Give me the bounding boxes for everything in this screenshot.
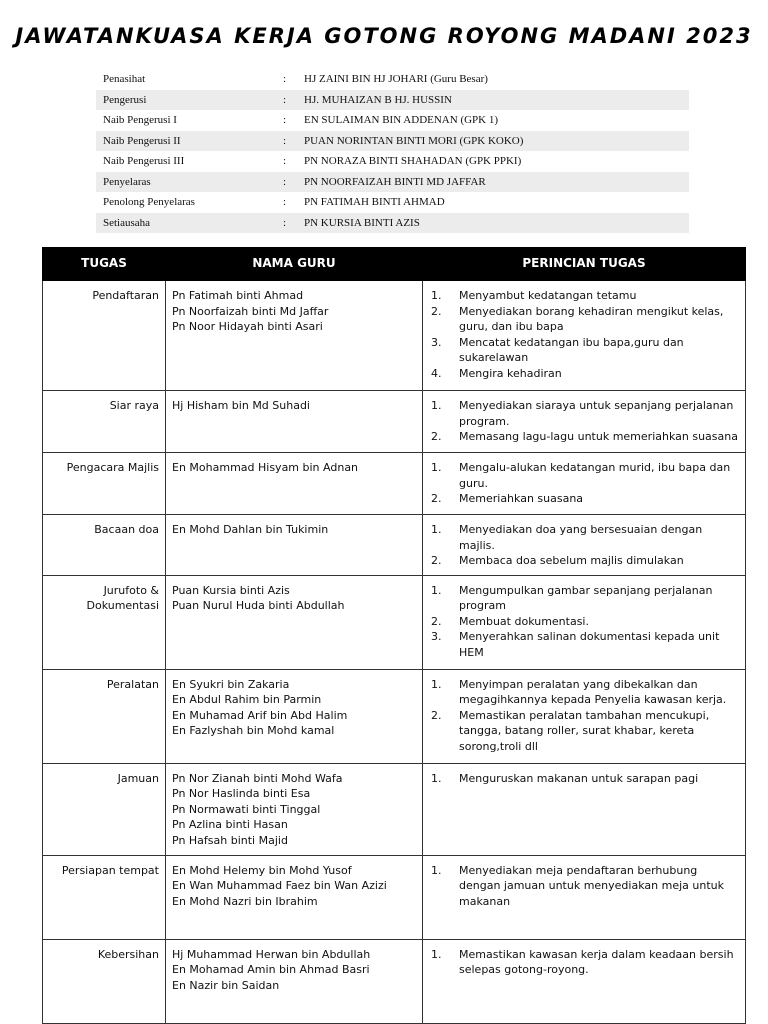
task-number: 1.: [431, 461, 442, 474]
task-text: Membaca doa sebelum majlis dimulakan: [459, 554, 684, 567]
teacher-name: Puan Nurul Huda binti Abdullah: [172, 599, 345, 612]
task-item: [429, 863, 739, 910]
teacher-name: Pn Azlina binti Hasan: [172, 818, 288, 831]
teacher-name: En Wan Muhammad Faez bin Wan Azizi: [172, 879, 387, 892]
task-item: [429, 304, 739, 335]
committee-row: [96, 90, 689, 111]
tugas-label: Pengacara Majlis: [66, 461, 159, 474]
task-list: [429, 522, 739, 569]
task-number: 3.: [431, 335, 442, 349]
task-number: 2.: [431, 614, 442, 628]
table-row: [43, 281, 746, 391]
teacher-name: En Mohd Nazri bin Ibrahim: [172, 894, 318, 908]
tasks-cell: [423, 281, 746, 391]
teacher-name: En Fazlyshah bin Mohd kamal: [172, 724, 335, 737]
task-item: [429, 553, 739, 569]
table-row: [43, 453, 746, 515]
task-text: Menyediakan borang kehadiran mengikut kelas, guru, dan ibu bapa: [459, 304, 724, 333]
committee-name: PN NORAZA BINTI SHAHADAN (GPK PPKI): [304, 155, 522, 168]
tugas-cell: [43, 939, 166, 1023]
task-text: Mengalu-alukan kedatangan murid, ibu bapa dan guru.: [459, 461, 731, 490]
tugas-cell: [43, 669, 166, 763]
header-perincian-tugas: PERINCIAN TUGAS: [423, 248, 746, 281]
committee-row: [96, 69, 689, 90]
committee-row: [96, 151, 689, 172]
committee-role: Naib Pengerusi III: [103, 155, 185, 168]
table-header-row: [43, 248, 746, 281]
guru-cell: [166, 669, 423, 763]
task-number: 4.: [431, 366, 442, 380]
task-item: [429, 614, 739, 630]
task-number: 2.: [431, 708, 442, 722]
task-number: 1.: [431, 947, 442, 961]
task-item: [429, 522, 739, 553]
tugas-cell: [43, 763, 166, 855]
task-text: Menyimpan peralatan yang dibekalkan dan megagihkannya kepada Penyelia kawasan kerja.: [459, 677, 727, 706]
task-item: [429, 288, 739, 304]
tasks-cell: [423, 855, 746, 939]
teacher-name: Pn Nor Haslinda binti Esa: [172, 787, 311, 800]
task-list: [429, 677, 739, 755]
duties-table: [42, 247, 746, 1024]
task-number: 2.: [431, 554, 442, 567]
committee-name: PN NOORFAIZAH BINTI MD JAFFAR: [297, 172, 689, 193]
task-text: Menyediakan doa yang bersesuaian dengan majlis.: [459, 523, 703, 552]
teacher-name: Puan Kursia binti Azis: [172, 583, 290, 597]
task-item: [429, 583, 739, 614]
task-item: [429, 429, 739, 445]
table-row: [43, 669, 746, 763]
task-text: Memasang lagu-lagu untuk memeriahkan suasana: [459, 430, 738, 443]
guru-cell: [166, 515, 423, 576]
task-number: 3.: [431, 630, 442, 643]
teacher-name: En Mohd Helemy bin Mohd Yusof: [172, 863, 352, 877]
teacher-name: En Mohamad Amin bin Ahmad Basri: [172, 963, 370, 976]
tasks-cell: [423, 763, 746, 855]
committee-row: [96, 110, 689, 131]
committee-colon: :: [283, 196, 287, 209]
task-list: [429, 398, 739, 445]
task-text: Membuat dokumentasi.: [459, 614, 589, 628]
task-item: [429, 708, 739, 755]
committee-colon: :: [283, 172, 297, 193]
teacher-name: Pn Hafsah binti Majid: [172, 833, 288, 847]
guru-cell: [166, 763, 423, 855]
committee-role: Penasihat: [103, 73, 146, 86]
task-text: Menyediakan meja pendaftaran berhubung dengan jamuan untuk menyediakan meja untuk makanan: [459, 863, 724, 908]
committee-row: [96, 172, 689, 193]
tasks-cell: [423, 515, 746, 576]
header-tugas: TUGAS: [43, 248, 166, 281]
table-row: [43, 391, 746, 453]
task-list: [429, 460, 739, 507]
tugas-label: Pendaftaran: [92, 289, 159, 302]
teacher-name: En Syukri bin Zakaria: [172, 677, 290, 691]
committee-role: Pengerusi: [96, 90, 283, 111]
committee-row: [96, 192, 689, 213]
task-text: Menyediakan siaraya untuk sepanjang perjalanan program.: [459, 399, 734, 428]
table-row: [43, 763, 746, 855]
task-number: 2.: [431, 492, 442, 505]
committee-list: [96, 69, 689, 233]
task-item: [429, 398, 739, 429]
task-number: 2.: [431, 430, 442, 443]
committee-role: Naib Pengerusi II: [96, 131, 283, 152]
teacher-name: Pn Noorfaizah binti Md Jaffar: [172, 304, 329, 318]
tugas-label: Bacaan doa: [94, 523, 159, 536]
task-list: [429, 771, 739, 787]
tugas-label: Persiapan tempat: [61, 863, 159, 877]
tasks-cell: [423, 453, 746, 515]
table-row: [43, 575, 746, 669]
committee-role: Naib Pengerusi I: [103, 114, 177, 127]
committee-name: PUAN NORINTAN BINTI MORI (GPK KOKO): [297, 131, 689, 152]
task-list: [429, 583, 739, 661]
task-number: 1.: [431, 583, 442, 597]
tugas-cell: [43, 575, 166, 669]
guru-cell: [166, 855, 423, 939]
tugas-label: Peralatan: [106, 677, 159, 691]
tugas-cell: [43, 515, 166, 576]
tugas-cell: [43, 281, 166, 391]
task-text: Menyerahkan salinan dokumentasi kepada unit HEM: [459, 630, 720, 659]
committee-name: HJ. MUHAIZAN B HJ. HUSSIN: [297, 90, 689, 111]
tasks-cell: [423, 669, 746, 763]
committee-name: PN FATIMAH BINTI AHMAD: [304, 196, 445, 209]
task-text: Mengira kehadiran: [459, 366, 562, 380]
committee-colon: :: [283, 114, 287, 127]
task-list: [429, 947, 739, 978]
task-list: [429, 863, 739, 910]
task-item: [429, 629, 739, 660]
task-item: [429, 947, 739, 978]
guru-cell: [166, 453, 423, 515]
teacher-name: En Mohd Dahlan bin Tukimin: [172, 523, 329, 536]
committee-row: [96, 131, 689, 152]
task-number: 1.: [431, 523, 442, 536]
task-item: [429, 491, 739, 507]
task-text: Memastikan kawasan kerja dalam keadaan bersih selepas gotong-royong.: [459, 947, 734, 976]
committee-role: Penyelaras: [96, 172, 283, 193]
table-row: [43, 855, 746, 939]
tugas-cell: [43, 855, 166, 939]
task-number: 1.: [431, 677, 442, 691]
task-item: [429, 460, 739, 491]
committee-role: Penolong Penyelaras: [103, 196, 195, 209]
tasks-cell: [423, 391, 746, 453]
tugas-label: Jamuan: [117, 771, 159, 785]
teacher-name: Pn Nor Zianah binti Mohd Wafa: [172, 771, 343, 785]
guru-cell: [166, 281, 423, 391]
teacher-name: En Nazir bin Saidan: [172, 978, 280, 992]
task-text: Mencatat kedatangan ibu bapa,guru dan sukarelawan: [459, 335, 684, 364]
tugas-cell: [43, 453, 166, 515]
task-number: 2.: [431, 304, 442, 318]
teacher-name: Pn Fatimah binti Ahmad: [172, 289, 304, 302]
committee-name: EN SULAIMAN BIN ADDENAN (GPK 1): [304, 114, 499, 127]
tasks-cell: [423, 939, 746, 1023]
guru-cell: [166, 391, 423, 453]
task-number: 1.: [431, 399, 442, 412]
tasks-cell: [423, 575, 746, 669]
committee-colon: :: [283, 131, 297, 152]
header-nama-guru: NAMA GURU: [166, 248, 423, 281]
task-number: 1.: [431, 289, 442, 302]
teacher-name: Hj Hisham bin Md Suhadi: [172, 399, 310, 412]
task-text: Menguruskan makanan untuk sarapan pagi: [459, 771, 699, 785]
committee-colon: :: [283, 90, 297, 111]
teacher-name: Hj Muhammad Herwan bin Abdullah: [172, 947, 371, 961]
task-item: [429, 366, 739, 382]
tugas-label: Dokumentasi: [86, 599, 159, 612]
committee-name: PN KURSIA BINTI AZIS: [297, 213, 689, 234]
teacher-name: En Abdul Rahim bin Parmin: [172, 693, 322, 706]
committee-row: [96, 213, 689, 234]
document-title: JAWATANKUASA KERJA GOTONG ROYONG MADANI 2023: [15, 24, 753, 48]
tugas-label: Kebersihan: [97, 947, 159, 961]
teacher-name: En Muhamad Arif bin Abd Halim: [172, 708, 348, 722]
guru-cell: [166, 939, 423, 1023]
guru-cell: [166, 575, 423, 669]
teacher-name: Pn Noor Hidayah binti Asari: [172, 320, 323, 333]
task-text: Mengumpulkan gambar sepanjang perjalanan program: [459, 583, 713, 612]
task-list: [429, 288, 739, 381]
task-text: Memastikan peralatan tambahan mencukupi, tangga, batang roller, surat khabar, kereta sorong,troli dll: [459, 708, 710, 753]
committee-colon: :: [283, 155, 287, 168]
tugas-cell: [43, 391, 166, 453]
task-number: 1.: [431, 863, 442, 877]
task-text: Memeriahkan suasana: [459, 492, 584, 505]
committee-name: HJ ZAINI BIN HJ JOHARI (Guru Besar): [304, 73, 488, 86]
committee-colon: :: [283, 73, 287, 86]
committee-colon: :: [283, 213, 297, 234]
tugas-label: Jurufoto &: [103, 583, 159, 597]
task-number: 1.: [431, 771, 442, 785]
table-row: [43, 515, 746, 576]
task-item: [429, 677, 739, 708]
committee-role: Setiausaha: [96, 213, 283, 234]
tugas-label: Siar raya: [109, 399, 159, 412]
task-item: [429, 335, 739, 366]
teacher-name: Pn Normawati binti Tinggal: [172, 802, 321, 816]
task-text: Menyambut kedatangan tetamu: [459, 289, 637, 302]
task-item: [429, 771, 739, 787]
table-row: [43, 939, 746, 1023]
teacher-name: En Mohammad Hisyam bin Adnan: [172, 461, 359, 474]
